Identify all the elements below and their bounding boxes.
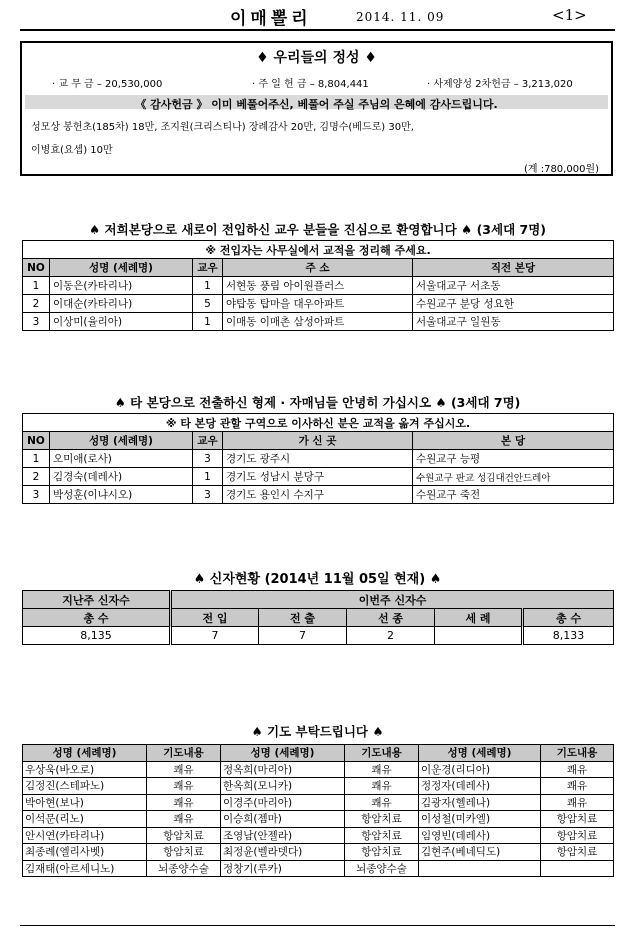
cell-count: 1 (193, 277, 223, 295)
in-label: 전 입 (171, 609, 259, 627)
table-row (23, 844, 614, 861)
cell-name: 김정진(스테파노) (23, 778, 147, 795)
this-total-label: 총 수 (523, 609, 614, 627)
col-name: 성명 (세례명) (50, 432, 193, 450)
col-name: 성명 (세례명) (221, 745, 345, 762)
prayer-table (22, 744, 614, 877)
cell-name: 김재태(아르세니노) (23, 860, 147, 877)
table-row (23, 761, 614, 778)
cell-name: 최종례(엘리사벳) (23, 844, 147, 861)
bulletin-header (20, 2, 615, 32)
offering-sum-sunday: · 주 일 헌 금 – 8,804,441 (252, 79, 369, 90)
cell-intention: 항암치료 (541, 844, 614, 861)
col-no: NO (23, 432, 50, 450)
welcome-table (22, 240, 614, 331)
cell-prev-parish: 수원교구 분당 성요한 (413, 295, 614, 313)
thanks-donors-line1: 성모상 봉헌초(185차) 18만, 조지원(크리스티나) 장례감사 20만, 김명수(베드로) 30만, (31, 122, 414, 133)
header-rule (20, 29, 615, 31)
cell-destination: 경기도 광주시 (223, 450, 413, 468)
offering-sums (52, 75, 607, 89)
bulletin-title: 이매뽈리 (230, 9, 312, 29)
table-row (23, 486, 614, 504)
cell-name: 이운경(리디아) (419, 761, 541, 778)
cell-name: 조영남(안젤라) (221, 827, 345, 844)
table-row (23, 468, 614, 486)
cell-parish: 수원교구 능평 (413, 450, 614, 468)
col-count: 교우 (193, 259, 223, 277)
table-row (23, 794, 614, 811)
cell-address: 서현동 풍림 아이원플러스 (223, 277, 413, 295)
out-label: 전 출 (259, 609, 347, 627)
thanks-total: (계 :780,000원) (523, 164, 599, 175)
cell-count: 3 (193, 450, 223, 468)
table-row (23, 295, 614, 313)
page-number: <1> (552, 6, 587, 24)
cell-name: 정정자(데레사) (419, 778, 541, 795)
table-row (23, 827, 614, 844)
cell-intention: 항암치료 (147, 844, 221, 861)
table-row (23, 450, 614, 468)
cell-name: 박아현(보나) (23, 794, 147, 811)
cell-intention: 항암치료 (345, 827, 419, 844)
cell-intention: 항암치료 (147, 827, 221, 844)
cell-name: 이동은(카타리나) (50, 277, 193, 295)
cell-name: 김경숙(데레사) (50, 468, 193, 486)
death-value: 2 (347, 627, 435, 645)
cell-name: 우상욱(바오로) (23, 761, 147, 778)
farewell-title: ♠ 타 본당으로 전출하신 형제 · 자매님들 안녕히 가십시오 ♠ (3세대 7명) (114, 395, 521, 410)
farewell-table (22, 413, 614, 504)
cell-intention: 쾌유 (345, 761, 419, 778)
cell-no: 2 (23, 295, 50, 313)
cell-no: 1 (23, 277, 50, 295)
offering-sum-seminary: · 사제양성 2차헌금 – 3,213,020 (427, 79, 573, 90)
cell-intention: 항암치료 (345, 811, 419, 828)
cell-no: 3 (23, 313, 50, 331)
cell-intention: 뇌종양수술 (345, 860, 419, 877)
last-week-label: 지난주 신자수 (23, 591, 171, 609)
welcome-note: ※ 전입자는 사무실에서 교적을 정리해 주세요. (23, 241, 614, 259)
cell-no: 2 (23, 468, 50, 486)
footer-rule (20, 925, 615, 926)
cell-name: 정창기(루카) (221, 860, 345, 877)
cell-intention: 쾌유 (147, 761, 221, 778)
cell-count: 5 (193, 295, 223, 313)
thanks-heading: 《 감사헌금 》 이미 베풀어주신, 베풀어 주실 주님의 은혜에 감사드립니다. (135, 98, 498, 111)
col-intention: 기도내용 (345, 745, 419, 762)
cell-intention: 항암치료 (345, 844, 419, 861)
cell-prev-parish: 서울대교구 서초동 (413, 277, 614, 295)
cell-name: 이대순(카타리나) (50, 295, 193, 313)
cell-address: 야탑동 탑마을 대우아파트 (223, 295, 413, 313)
in-value: 7 (171, 627, 259, 645)
col-address: 주 소 (223, 259, 413, 277)
col-parish: 본 당 (413, 432, 614, 450)
cell-name: 최정윤(벨라뎃다) (221, 844, 345, 861)
cell-count: 1 (193, 313, 223, 331)
welcome-title: ♠ 저희본당으로 새로이 전입하신 교우 분들을 진심으로 환영합니다 ♠ (3세대 7명) (88, 222, 546, 237)
offering-title: ♦ 우리들의 정성 ♦ (256, 50, 377, 66)
baptism-value (435, 627, 523, 645)
cell-name: 임영빈(데레사) (419, 827, 541, 844)
col-count: 교우 (193, 432, 223, 450)
cell-intention (541, 860, 614, 877)
cell-destination: 경기도 성남시 분당구 (223, 468, 413, 486)
last-total-label: 총 수 (23, 609, 171, 627)
cell-name: 이석문(리노) (23, 811, 147, 828)
cell-name: 김현주(베네딕도) (419, 844, 541, 861)
cell-name: 이경주(마리아) (221, 794, 345, 811)
cell-prev-parish: 서울대교구 일원동 (413, 313, 614, 331)
col-destination: 가 신 곳 (223, 432, 413, 450)
table-row (23, 860, 614, 877)
membership-title: ♠ 신자현황 (2014년 11월 05일 현재) ♠ (193, 572, 442, 587)
cell-name (419, 860, 541, 877)
table-row (23, 277, 614, 295)
cell-intention: 쾌유 (147, 778, 221, 795)
thanks-donors-line2: 이병효(요셉) 10만 (31, 145, 113, 156)
prayer-title: ♠ 기도 부탁드립니다 ♠ (251, 724, 384, 739)
cell-address: 이매동 이매촌 삼성아파트 (223, 313, 413, 331)
col-intention: 기도내용 (541, 745, 614, 762)
cell-name: 김광자(헬레나) (419, 794, 541, 811)
col-prev-parish: 직전 본당 (413, 259, 614, 277)
farewell-note: ※ 타 본당 관할 구역으로 이사하신 분은 교적을 옮겨 주십시오. (23, 414, 614, 432)
cell-parish: 수원교구 판교 성김대건안드레아 (413, 468, 614, 486)
cell-intention: 쾌유 (541, 794, 614, 811)
this-total-value: 8,133 (523, 627, 614, 645)
bulletin-date: 2014. 11. 09 (356, 10, 445, 24)
offering-sum-dues: · 교 무 금 – 20,530,000 (52, 79, 163, 90)
cell-intention: 항암치료 (541, 811, 614, 828)
cell-name: 오미애(로사) (50, 450, 193, 468)
cell-name: 정옥희(마리아) (221, 761, 345, 778)
cell-name: 이승희(젬마) (221, 811, 345, 828)
cell-name: 이상미(율리아) (50, 313, 193, 331)
cell-intention: 항암치료 (541, 827, 614, 844)
table-row (23, 778, 614, 795)
col-name: 성명 (세례명) (23, 745, 147, 762)
col-no: NO (23, 259, 50, 277)
out-value: 7 (259, 627, 347, 645)
cell-count: 1 (193, 468, 223, 486)
cell-no: 1 (23, 450, 50, 468)
cell-intention: 쾌유 (345, 778, 419, 795)
cell-name: 박성훈(이냐시오) (50, 486, 193, 504)
this-week-label: 이번주 신자수 (171, 591, 614, 609)
cell-intention: 쾌유 (541, 761, 614, 778)
table-row (23, 313, 614, 331)
last-total-value: 8,135 (23, 627, 171, 645)
cell-intention: 쾌유 (345, 794, 419, 811)
cell-intention: 뇌종양수술 (147, 860, 221, 877)
cell-intention: 쾌유 (147, 794, 221, 811)
col-name: 성명 (세례명) (50, 259, 193, 277)
cell-intention: 쾌유 (147, 811, 221, 828)
col-name: 성명 (세례명) (419, 745, 541, 762)
cell-name: 안시연(카타리나) (23, 827, 147, 844)
membership-table (22, 590, 614, 645)
cell-count: 3 (193, 486, 223, 504)
cell-parish: 수원교구 죽전 (413, 486, 614, 504)
cell-name: 한옥희(모니카) (221, 778, 345, 795)
cell-intention: 쾌유 (541, 778, 614, 795)
death-label: 선 종 (347, 609, 435, 627)
offering-box (20, 41, 613, 176)
col-intention: 기도내용 (147, 745, 221, 762)
table-row (23, 811, 614, 828)
baptism-label: 세 례 (435, 609, 523, 627)
cell-no: 3 (23, 486, 50, 504)
cell-name: 이성철(미카엘) (419, 811, 541, 828)
cell-destination: 경기도 용인시 수지구 (223, 486, 413, 504)
